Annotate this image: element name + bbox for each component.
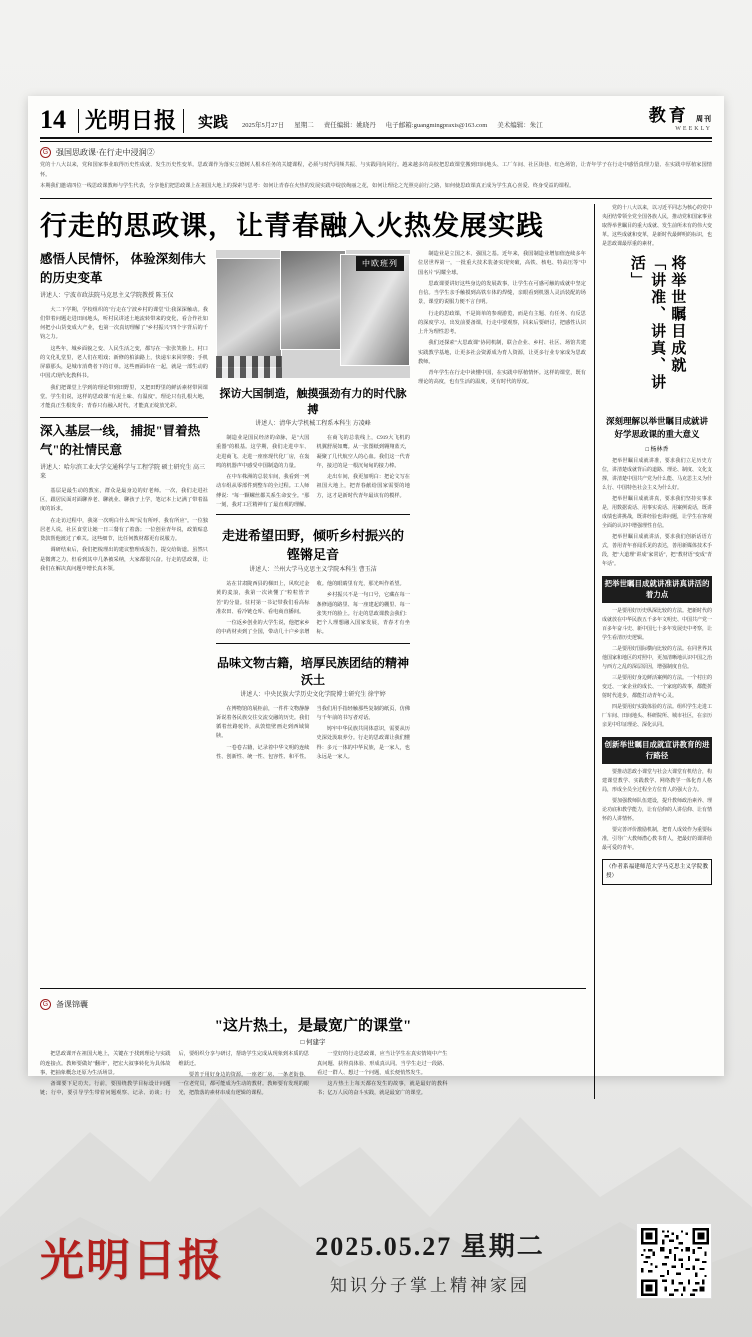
feature-author: □ 何建宇 — [300, 1039, 326, 1047]
article1-byline: 讲述人：宁波市政法院马克思主义学院教授 陈玉仪 — [40, 292, 174, 299]
photo-middle — [280, 250, 346, 350]
rail-p6: 三是要用好身边鲜活案例的方法。一个村庄的变迁、一家企业的成长、一个家庭的故事，都能折射时代进步，都能打动青年心灵。 — [602, 676, 713, 700]
article2-p3: 调研结束后，我们把梳理出的建议整理成报告，提交给街道。虽然只是微薄之力，但看到其中几条被采纳，大家都很兴奋。行走的思政课，让我们在解决真问题中增长真本领。 — [40, 547, 208, 572]
article4-byline: 讲述人：兰州大学马克思主义学院本科生 曹玉洁 — [249, 567, 377, 574]
meta-editor: 责任编辑：姚晓丹 — [323, 122, 376, 130]
rail-intro-p: 党的十八大以来，以习近平同志为核心的党中央团结带领全党全国各族人民，推动党和国家事业取得举世瞩目的重大成就、发生前所未有的伟大变革。这些成就和变革，是新时代最鲜明的标识，也是思政课最厚重的素材。 — [602, 205, 713, 247]
col3-p4: 我们还探索"大思政课"协同机制，联合企业、乡村、社区、场馆共建实践教学基地，让更多社会资源成为育人资源，让更多行业专家成为思政教师。 — [418, 340, 586, 365]
feature-p4: 一堂好的行走思政课，应当让学生在真实情境中产生真问题、获得真体验、形成真认同。当学生走过一段路、看过一群人、想过一个问题，成长便悄然发生。 — [317, 1051, 448, 1076]
weekly-label: 周刊 — [696, 115, 712, 123]
col3-p3: 行走的思政课，不是简单的参观游览，而是有主题、有任务、有反思的深度学习。出发前要备课，行走中要观察，回来后要研讨，把感性认识上升为理性思考。 — [418, 310, 586, 336]
rail-p3: 把举世瞩目成就讲活，要求我们创新话语方式，善用青年喜闻乐见的表达，善用新媒体技术手段，把"大道理"讲成"家常话"，把"教材语"变成"青年话"。 — [602, 535, 713, 568]
article1-p3: 我们把课堂上学到的理论带到田野里，又把田野里的鲜活素材带回课堂。学生们说，这样的思政课"有泥土味、有温度"。理论只有扎根大地，才能真正生根发芽；青春只有融入时代，才能真正绽放光彩。 — [40, 384, 208, 410]
article5-byline: 讲述人：中央民族大学历史文化学院博士研究生 徐宇婷 — [240, 691, 386, 698]
rail-p5: 二是要用好国际横向比较的方法。在同世界其他国家和地区的对照中，更加清晰地认识中国之治与西方之乱的深层原因，增强制度自信。 — [602, 647, 713, 671]
weekly-brand — [649, 106, 712, 133]
page-body — [40, 204, 712, 1099]
photo-left-banner — [216, 356, 282, 378]
rail-note: （作者系福建师范大学马克思主义学院教授） — [602, 859, 712, 885]
footer-logo: 光明日报 — [40, 1236, 224, 1285]
rail-p7: 四是要用好实践体验的方法。组织学生走进工厂车间、田间地头、科研院所、城市社区，在亲历亲见中印证理论、深化认同。 — [602, 705, 713, 729]
rail-intro — [602, 204, 712, 251]
guangming-g-icon: G — [40, 147, 51, 158]
main-area — [40, 204, 586, 1099]
photo-caption: 探访大国制造，触摸强劲有力的时代脉搏 — [219, 388, 407, 417]
divider-2 — [216, 514, 410, 515]
rail-band-2: 创新举世瞩目成就宣讲教育的进行路径 — [602, 737, 712, 764]
article1-subhead: 感悟人民情怀， 体验深刻伟大的历史变革 — [40, 252, 206, 285]
meta-email: 电子邮箱:guangmingpraxis@163.com — [385, 122, 488, 130]
weekly-label-en: WEEKLY — [675, 125, 712, 132]
column-right — [418, 250, 586, 983]
series-label — [40, 147, 712, 158]
article2-p1: 基层是最生动的教室，群众是最身边的好老师。一次，我们走进社区，跟居民面对面聊养老、聊就业、聊孩子上学，笔记本上记满了带着温度的诉求。 — [40, 487, 208, 513]
paper-logo: 光明日报 — [78, 109, 184, 133]
lead-p2: 本期我们邀请四位一线思政课教师与学生代表，分享他们把思政课上在祖国大地上的探索与思考：如何让青春在火热的发展实践中绽放绚丽之花，如何让理论之光照亮前行之路，如何使思政课真正成为学生真心喜爱、终身受益的课程。 — [40, 182, 575, 189]
col3-p2: 思政课要讲好这些身边的发展故事，让学生在可感可触的成就中坚定自信。当学生亲手触摸到高铁车体的焊缝，亲眼看到机器人灵活装配的场景，课堂的说服力便不言自明。 — [418, 280, 586, 306]
page-number: 14 — [40, 105, 66, 135]
article5-body — [216, 705, 410, 764]
article1-p2: 这些年，城乡面貌之变、人民生活之变，都写在一张张笑脸上。村口的文化礼堂里，老人们在唱戏；新修的柏油路上，快递车来回穿梭；手机屏幕那头，是城市消费者下的订单。这些画面串在一起，就是一部生动的中国式现代化教科书。 — [40, 345, 208, 380]
rail-p10: 要完善评价激励机制，把育人成效作为重要标准，引导广大教师潜心教书育人，把最好的课讲给最可爱的青年。 — [602, 828, 713, 852]
photo-collage — [216, 250, 410, 378]
article4-p2: 一位返乡创业的大学生说，他把家乡的中药材卖到了全国，带动几十户乡亲增收。他的眼睛里有光，那光叫作希望。 — [216, 581, 405, 636]
weekly-title: 教育 — [648, 106, 689, 125]
article2-p2: 在走访过程中，我第一次明白什么叫"民有所呼、我有所应"。一位独居老人说，社区食堂让她一日三餐有了着落；一位创业青年说，政策贴息贷款帮他渡过了难关。这些细节，比任何教材都更有说服力。 — [40, 517, 208, 543]
photo-label: 中欧班列 — [356, 256, 404, 271]
rail-p1: 把举世瞩目成就讲准，要求我们立足历史方位，讲清楚成就背后的道路、理论、制度、文化支撑，讲清楚中国共产党为什么能、马克思主义为什么行、中国特色社会主义为什么好。 — [602, 459, 713, 492]
rail-body-2 — [602, 607, 712, 732]
masthead-meta — [242, 121, 641, 133]
guangming-g-icon-2: G — [40, 999, 51, 1010]
article5-p1: 在博物馆的展柜前，一件件文物静静诉说着各民族交往交流交融的历史。我们循着丝路驼铃，从敦煌壁画走到西域简牍。 — [216, 705, 310, 740]
article2-body — [40, 487, 208, 576]
section-name: 实践 — [198, 115, 229, 132]
newspaper-page — [28, 96, 724, 1097]
rail-p2: 把举世瞩目成就讲真，要求我们坚持实事求是，用数据说话、用事实说话、用案例说话，既讲成绩也讲挑战，既讲经验也讲问题，让学生在客观全面的认识中增强理性自信。 — [602, 497, 713, 530]
page-title: 行走的思政课，让青春融入火热发展实践 — [40, 210, 544, 241]
footer — [0, 1137, 752, 1337]
article4-p1: 站在甘肃陇西县的梯田上，风吹过金黄的麦浪，我第一次读懂了"粒粒皆辛苦"的分量。驻村第一书记带我们看高标准农田、看冷链仓库、看电商直播间。 — [216, 581, 310, 615]
column-right-body — [418, 250, 586, 390]
column-center — [216, 250, 410, 983]
col3-p1: 制造业是立国之本、强国之基。近年来，我国制造业增加值连续多年位居世界第一，一批重大技术装备实现突破，高铁、核电、特高压等"中国名片"闪耀全球。 — [418, 251, 586, 276]
rail-body-1 — [602, 457, 712, 571]
col3-p5: 青年学生在行走中读懂中国，在实践中厚植情怀。这样的课堂，既有理论的高度，也有生活的温度，更有时代的厚度。 — [418, 370, 586, 386]
article1-p1: 大二下学期，学校组织的"行走在宁波乡村的课堂"让我深深触动。我们带着问题走进田间地头，听村民讲述土地流转带来的变化，看合作社如何把小山货变成大产业，也第一次真切理解了"乡村振兴"四个字背后的千钧之力。 — [40, 306, 208, 341]
rail-author: □ 杨林香 — [645, 447, 669, 454]
article3-p3: 在商飞的总装线上，C919大飞机的机翼舒展如鹰。从一张图纸到翱翔蓝天，凝聚了几代航空人的心血。我们这一代青年，接过的是一根沉甸甸的接力棒。 — [316, 435, 410, 469]
article5-head: 品味文物古籍，培厚民族团结的精神沃土 — [216, 655, 409, 687]
lead-p1: 党的十八大以来，党和国家事业取得历史性成就、发生历史性变革。思政课作为落实立德树人根本任务的关键课程，必须与时代同频共振、与实践同向同行。越来越多的高校把思政课堂搬到田间地头、工厂车间、社区街巷、红色场馆，让青年学子在行走中感悟真理力量、在实践中厚植家国情怀。 — [40, 162, 712, 178]
qr-code[interactable] — [636, 1223, 712, 1299]
meta-art-editor: 美术编辑：朱江 — [497, 122, 543, 130]
article3-p2: 在中车株洲的总装车间，我看到一列动车组从零部件到整车的全过程。工人师傅说："每一颗螺丝都关系生命安全。"那一刻，我对工匠精神有了最直观的理解。 — [216, 474, 310, 508]
three-column-zone — [40, 250, 586, 983]
feature-p5: 这片热土上每天都在发生的故事，就是最好的教科书；亿万人民的奋斗实践，就是最宽广的课堂。 — [317, 1081, 448, 1097]
article5-p3: 铸牢中华民族共同体意识，需要从历史深处汲取养分。行走的思政课让我们懂得：多元一体的中华民族，是一家人，也永远是一家人。 — [316, 726, 410, 760]
article4-body — [216, 580, 410, 639]
series-label-text: 强国思政课·在行走中浸润② — [56, 148, 155, 158]
footer-slogan: 知识分子掌上精神家园 — [330, 1276, 530, 1295]
feature-tag-text: 备课锦囊 — [56, 1000, 88, 1010]
rail-vertical-headline: 将举世瞩目成就 「讲准、讲真、讲活」 — [628, 254, 686, 391]
article2-byline: 讲述人：哈尔滨工业大学交通科学与工程学院 硕士研究生 高三来 — [40, 464, 206, 480]
rail-p8: 要推动思政小课堂与社会大课堂有机结合，构建课堂教学、实践教学、网络教学一体化育人格局，形成全员全过程全方位育人的强大合力。 — [602, 770, 713, 794]
footer-date: 2025.05.27 星期二 — [315, 1232, 545, 1261]
rail-subhead-1: 深刻理解以举世瞩目成就讲好学思政课的重大意义 — [605, 415, 708, 439]
feature-p3: 要善于用好身边的资源。一座老厂房、一条老街巷、一位老党员，都可能成为生动的教材。教师要有发现的眼光，把散落的素材串成有逻辑的课程。 — [178, 1071, 309, 1097]
meta-date: 2025年5月27日 — [242, 122, 285, 130]
masthead — [40, 106, 712, 139]
feature-tag — [40, 999, 586, 1010]
feature-p2: 备课要下足功夫。行前，要围绕教学目标设计问题链；行中，要引导学生带着问题观察、记录、访谈；行后，要组织分享与研讨，帮助学生完成从现象到本质的思维跃迁。 — [40, 1051, 309, 1097]
article1-body — [40, 306, 208, 414]
article4-p3: 乡村振兴不是一句口号，它藏在每一条修通的路里、每一座建起的棚里、每一张笑开的脸上。行走的思政课教会我们：把个人理想融入国家发展，青春才有坐标。 — [316, 592, 410, 636]
photo-left — [216, 258, 282, 368]
article4-head: 走进希望田野，倾听乡村振兴的铿锵足音 — [221, 528, 404, 563]
rail-body-3 — [602, 768, 712, 855]
lead-paragraphs — [40, 161, 712, 198]
masthead-rule — [40, 141, 712, 142]
column-left — [40, 250, 208, 983]
divider-3 — [216, 643, 410, 644]
meta-weekday: 星期二 — [294, 122, 314, 130]
divider-1 — [40, 417, 208, 418]
feature-body — [40, 1050, 586, 1098]
rail-p9: 要加强教师队伍建设，提升教师政治素养、理论功底和教学能力，让有信仰的人讲信仰、让有情怀的人讲情怀。 — [602, 799, 713, 823]
feature-block — [40, 988, 586, 1098]
article3-p4: 走出车间，我更加明白：把论文写在祖国大地上，把青春献给国家需要的地方，这才是新时代青年最该有的模样。 — [316, 474, 410, 499]
rail-p4: 一是要用好历史纵深比较的方法。把新时代的成就放在中华民族五千多年文明史、中国共产党一百多年奋斗史、新中国七十多年发展史中考察，让学生看清历史逻辑。 — [602, 609, 713, 642]
article3-p1: 制造业是国民经济的命脉，是"大国重器"的根基。这学期，我们走进中车、走进商飞、走进一座座现代化厂房，在轰鸣的机器声中感受中国制造的力量。 — [216, 435, 310, 469]
article2-subhead: 深入基层一线， 捕捉"冒着热气"的社情民意 — [40, 424, 201, 458]
rail-band-1: 把举世瞩目成就讲准讲真讲活的着力点 — [602, 576, 712, 603]
right-rail — [594, 204, 712, 1099]
article3-byline: 讲述人：清华大学机械工程系本科生 方凌峰 — [255, 421, 371, 428]
article5-p2: 一卷卷古籍，记录着中华文明的连续性、创新性、统一性、包容性、和平性。当我们用手指轻触那些复制的纸页，仿佛与千年前的书写者对话。 — [216, 705, 410, 760]
feature-title: "这片热土，是最宽广的课堂" — [214, 1018, 412, 1035]
article3-body — [216, 434, 410, 510]
feature-p1: 把思政课开在祖国大地上，关键在于找到理论与实践的连接点。教师要做好"翻译"，把宏大叙事转化为具体故事，把抽象概念还原为生活场景。 — [40, 1051, 171, 1076]
